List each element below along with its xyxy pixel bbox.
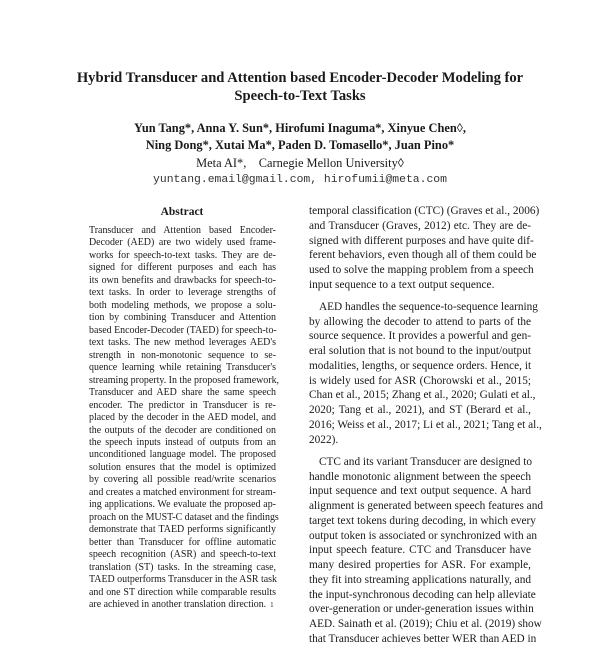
body-line: eral solution that is not bound to the input/output <box>309 345 531 358</box>
abstract-line: translation (ST) tasks. In the streaming case, <box>89 561 276 573</box>
body-line: used to solve the mapping problem from a speech <box>309 264 534 276</box>
abstract-line: Transducer and AED share the same speech <box>89 387 276 399</box>
body-line: alignment is generated between speech features and <box>309 500 543 513</box>
abstract-line: TAED outperforms Transducer in the ASR task <box>89 574 277 586</box>
abstract-line: the outputs of the decoder are conditioned on <box>89 424 276 436</box>
body-line: signed with different purposes and have quite dif- <box>309 234 534 247</box>
abstract-line: Decoder (AED) are two widely used frame- <box>89 237 276 249</box>
abstract-line: quence learning while retaining Transducer's <box>89 362 276 374</box>
body-line: the input-synchronous decoding can help alleviate <box>309 588 536 601</box>
body-line: 2020; Tang et al., 2021), and ST (Berard et al., <box>309 404 531 417</box>
body-text-right-column <box>309 204 543 654</box>
abstract-line-text: are achieved in another translation direction. <box>89 599 267 611</box>
title-line: Hybrid Transducer and Attention based Encoder-Decoder Modeling for <box>76 70 524 86</box>
body-line: input sequence to a text output sequence. <box>309 278 495 291</box>
paper-title <box>0 69 600 105</box>
body-line: AED handles the sequence-to-sequence learning <box>319 300 538 313</box>
body-line: temporal classification (CTC) (Graves et al., 2006) <box>309 205 540 217</box>
title-line: Speech-to-Text Tasks <box>234 88 366 104</box>
abstract-line: placed by the decoder in the AED model, and <box>89 412 276 424</box>
body-line: over-generation or under-generation issues within <box>309 603 534 616</box>
body-line: input sequence and text output sequence. A hard <box>309 485 531 498</box>
body-paragraph <box>309 300 542 448</box>
body-line: modalities, lengths, or sequence orders. Hence, it <box>309 359 532 372</box>
body-line: output token is associated or synchronized with an <box>309 529 538 542</box>
abstract-line: speech recognition (ASR) and speech-to-text <box>89 549 276 561</box>
body-line: input speech feature. CTC and Transducer have <box>309 544 531 557</box>
abstract-line: the speech inputs instead of outputs from an <box>89 436 276 448</box>
abstract-line: based Encoder-Decoder (TAED) for speech-to- <box>89 324 277 336</box>
abstract-line: by covering all possible read/write scenarios <box>89 474 276 486</box>
abstract-line <box>89 599 276 611</box>
abstract-line: its own benefits and drawbacks for speech-to- <box>89 274 276 286</box>
body-line: they fit into streaming applications naturally, and <box>309 573 531 586</box>
abstract-line: encoder. The predictor in Transducer is re- <box>89 399 276 411</box>
body-paragraph <box>309 455 543 647</box>
abstract-line: signed for different purposes and each has <box>89 262 276 274</box>
author-line: Ning Dong*, Xutai Ma*, Paden D. Tomasello*, Juan Pino* <box>145 137 455 152</box>
abstract-line: text tasks. In order to leverage strengths of <box>89 287 276 299</box>
author-emails: yuntang.email@gmail.com, hirofumii@meta.com <box>153 174 447 186</box>
abstract-body <box>89 225 280 612</box>
abstract-line: tion by combining Transducer and Attention <box>89 312 276 324</box>
body-line: handle monotonic alignment between the speech <box>309 470 531 483</box>
footnote-marker: 1 <box>270 601 274 610</box>
author-list <box>0 120 600 153</box>
abstract-line: demonstrate that TAED performs significantly <box>89 524 276 536</box>
abstract-line: text tasks. The new method leverages AED's <box>89 337 276 349</box>
body-line: target text tokens during decoding, in which every <box>309 514 536 527</box>
body-line: CTC and its variant Transducer are designed to <box>319 455 533 468</box>
body-line: 2022). <box>309 433 339 446</box>
abstract-line: and creates a matched environment for stream- <box>89 486 276 498</box>
abstract-heading: Abstract <box>160 206 204 218</box>
abstract-line: streaming property. In the proposed framework, <box>89 374 280 386</box>
abstract-line: Transducer and Attention based Encoder- <box>89 225 276 236</box>
body-line: and Transducer (Graves, 2012) etc. They are de- <box>309 219 531 232</box>
body-line: is widely used for ASR (Chorowski et al., 2015; <box>309 374 531 387</box>
abstract-line: solution ensures that the model is optimized <box>89 461 276 473</box>
abstract-line: both modeling methods, we propose a solu- <box>89 299 276 311</box>
body-paragraph <box>309 204 540 293</box>
abstract-line: ing applications. We evaluate the proposed ap- <box>89 499 276 511</box>
body-line: AED. Sainath et al. (2019); Chiu et al. (2019) show <box>309 618 542 631</box>
abstract-line: proach on the MUST-C dataset and the findings <box>89 511 279 523</box>
abstract-line: better than Transducer for offline automatic <box>89 536 276 548</box>
body-line: Chan et al., 2015; Zhang et al., 2020; Gulati et al., <box>309 389 536 402</box>
abstract-line: and one ST direction while comparable results <box>89 586 276 598</box>
abstract-line: unconditioned language model. The proposed <box>89 449 276 461</box>
body-line: that Transducer achieves better WER than AED in <box>309 632 537 645</box>
body-line: 2016; Weiss et al., 2017; Li et al., 2021; Tang et al., <box>309 418 542 431</box>
abstract-line: works for speech-to-text tasks. They are de- <box>89 249 276 261</box>
body-line: ferent behaviors, even though all of them could be <box>309 249 537 262</box>
body-line: many desired properties for ASR. For example, <box>309 559 531 572</box>
abstract-line: strength in non-monotonic sequence to se- <box>89 349 276 361</box>
affiliations: Meta AI*, Carnegie Mellon University◊ <box>196 156 404 170</box>
body-line: by allowing the decoder to attend to parts of the <box>309 315 531 328</box>
author-line: Yun Tang*, Anna Y. Sun*, Hirofumi Inaguma*, Xinyue Chen◊, <box>134 121 466 135</box>
body-line: source sequence. It provides a powerful and gen- <box>309 330 531 343</box>
